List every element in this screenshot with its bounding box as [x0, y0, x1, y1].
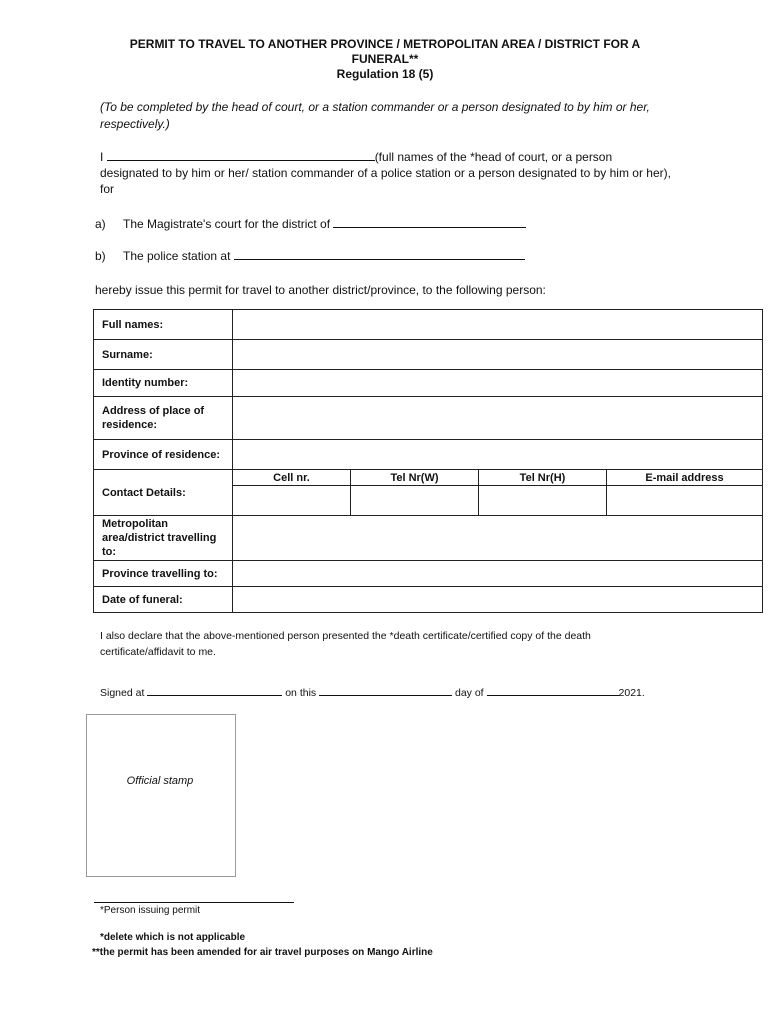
- also-declare: I also declare that the above-mentioned person presented the *death certificate/certified copy of the death certificate/affidavit to me.: [100, 630, 591, 658]
- surname-field[interactable]: [233, 340, 763, 370]
- identity-label: Identity number:: [94, 370, 233, 397]
- funeral-date-label: Date of funeral:: [94, 587, 233, 613]
- cell-header: Cell nr.: [233, 470, 351, 486]
- metro-field[interactable]: [233, 516, 763, 561]
- declaration-line3: for: [100, 182, 115, 196]
- form-title-line2: FUNERAL**: [351, 52, 419, 66]
- table-row: [94, 310, 763, 340]
- tel-work-field[interactable]: [351, 486, 479, 516]
- option-b: [123, 248, 563, 264]
- cell-field[interactable]: [233, 486, 351, 516]
- tel-home-field[interactable]: [479, 486, 607, 516]
- identity-field[interactable]: [233, 370, 763, 397]
- tel-home-header: Tel Nr(H): [479, 470, 607, 486]
- person-details-table: [93, 309, 763, 613]
- option-a: [123, 216, 563, 232]
- option-b-marker: b): [95, 249, 106, 263]
- signed-line: [100, 686, 645, 699]
- day-blank[interactable]: [319, 686, 452, 696]
- declaration-prefix: I: [100, 150, 104, 164]
- table-row: [94, 397, 763, 440]
- official-stamp-label: Official stamp: [126, 775, 194, 787]
- contact-label: Contact Details:: [94, 470, 233, 516]
- email-field[interactable]: [607, 486, 763, 516]
- metro-label: Metropolitan area/district travelling to:: [94, 516, 233, 561]
- funeral-date-field[interactable]: [233, 587, 763, 613]
- table-row: [94, 440, 763, 470]
- province-residence-field[interactable]: [233, 440, 763, 470]
- instructions: (To be completed by the head of court, or a station commander or a person designated to by him or her, respectively.): [100, 100, 650, 131]
- province-residence-label: Province of residence:: [94, 440, 233, 470]
- police-station-blank[interactable]: [234, 248, 525, 260]
- full-names-label: Full names:: [94, 310, 233, 340]
- form-regulation: Regulation 18 (5): [336, 67, 434, 81]
- table-row: [94, 561, 763, 587]
- magistrate-district-blank[interactable]: [333, 216, 526, 228]
- table-row: [94, 370, 763, 397]
- footnote-delete: *delete which is not applicable: [100, 932, 246, 943]
- option-b-label: The police station at: [123, 249, 231, 263]
- official-stamp-box: [86, 714, 236, 877]
- month-blank[interactable]: [487, 686, 619, 696]
- address-label: Address of place of residence:: [94, 397, 233, 440]
- province-to-label: Province travelling to:: [94, 561, 233, 587]
- declaration-line2: designated to by him or her/ station commander of a police station or a person designated to by him or her),: [100, 166, 671, 180]
- hereby-statement: hereby issue this permit for travel to another district/province, to the following person:: [95, 283, 546, 297]
- full-names-field[interactable]: [233, 310, 763, 340]
- on-this-label: on this: [285, 687, 317, 699]
- year-label: 2021.: [618, 687, 645, 699]
- table-row: [94, 516, 763, 561]
- email-header: E-mail address: [607, 470, 763, 486]
- tel-work-header: Tel Nr(W): [351, 470, 479, 486]
- signed-at-blank[interactable]: [147, 686, 282, 696]
- table-row: [94, 587, 763, 613]
- person-issuing-label: *Person issuing permit: [100, 905, 201, 916]
- signature-line[interactable]: [94, 902, 294, 903]
- form-title-line1: PERMIT TO TRAVEL TO ANOTHER PROVINCE / METROPOLITAN AREA / DISTRICT FOR A: [129, 37, 641, 51]
- declaration-line1: [100, 149, 700, 165]
- full-names-blank[interactable]: [107, 149, 375, 161]
- day-of-label: day of: [455, 687, 484, 699]
- table-row: [94, 340, 763, 370]
- province-to-field[interactable]: [233, 561, 763, 587]
- surname-label: Surname:: [94, 340, 233, 370]
- address-field[interactable]: [233, 397, 763, 440]
- declaration-suffix: (full names of the *head of court, or a person: [374, 150, 613, 164]
- signed-at-label: Signed at: [100, 687, 145, 699]
- table-row: [94, 470, 763, 486]
- option-a-label: The Magistrate's court for the district of: [123, 217, 331, 231]
- footnote-amended: **the permit has been amended for air travel purposes on Mango Airline: [92, 947, 433, 958]
- option-a-marker: a): [95, 217, 106, 231]
